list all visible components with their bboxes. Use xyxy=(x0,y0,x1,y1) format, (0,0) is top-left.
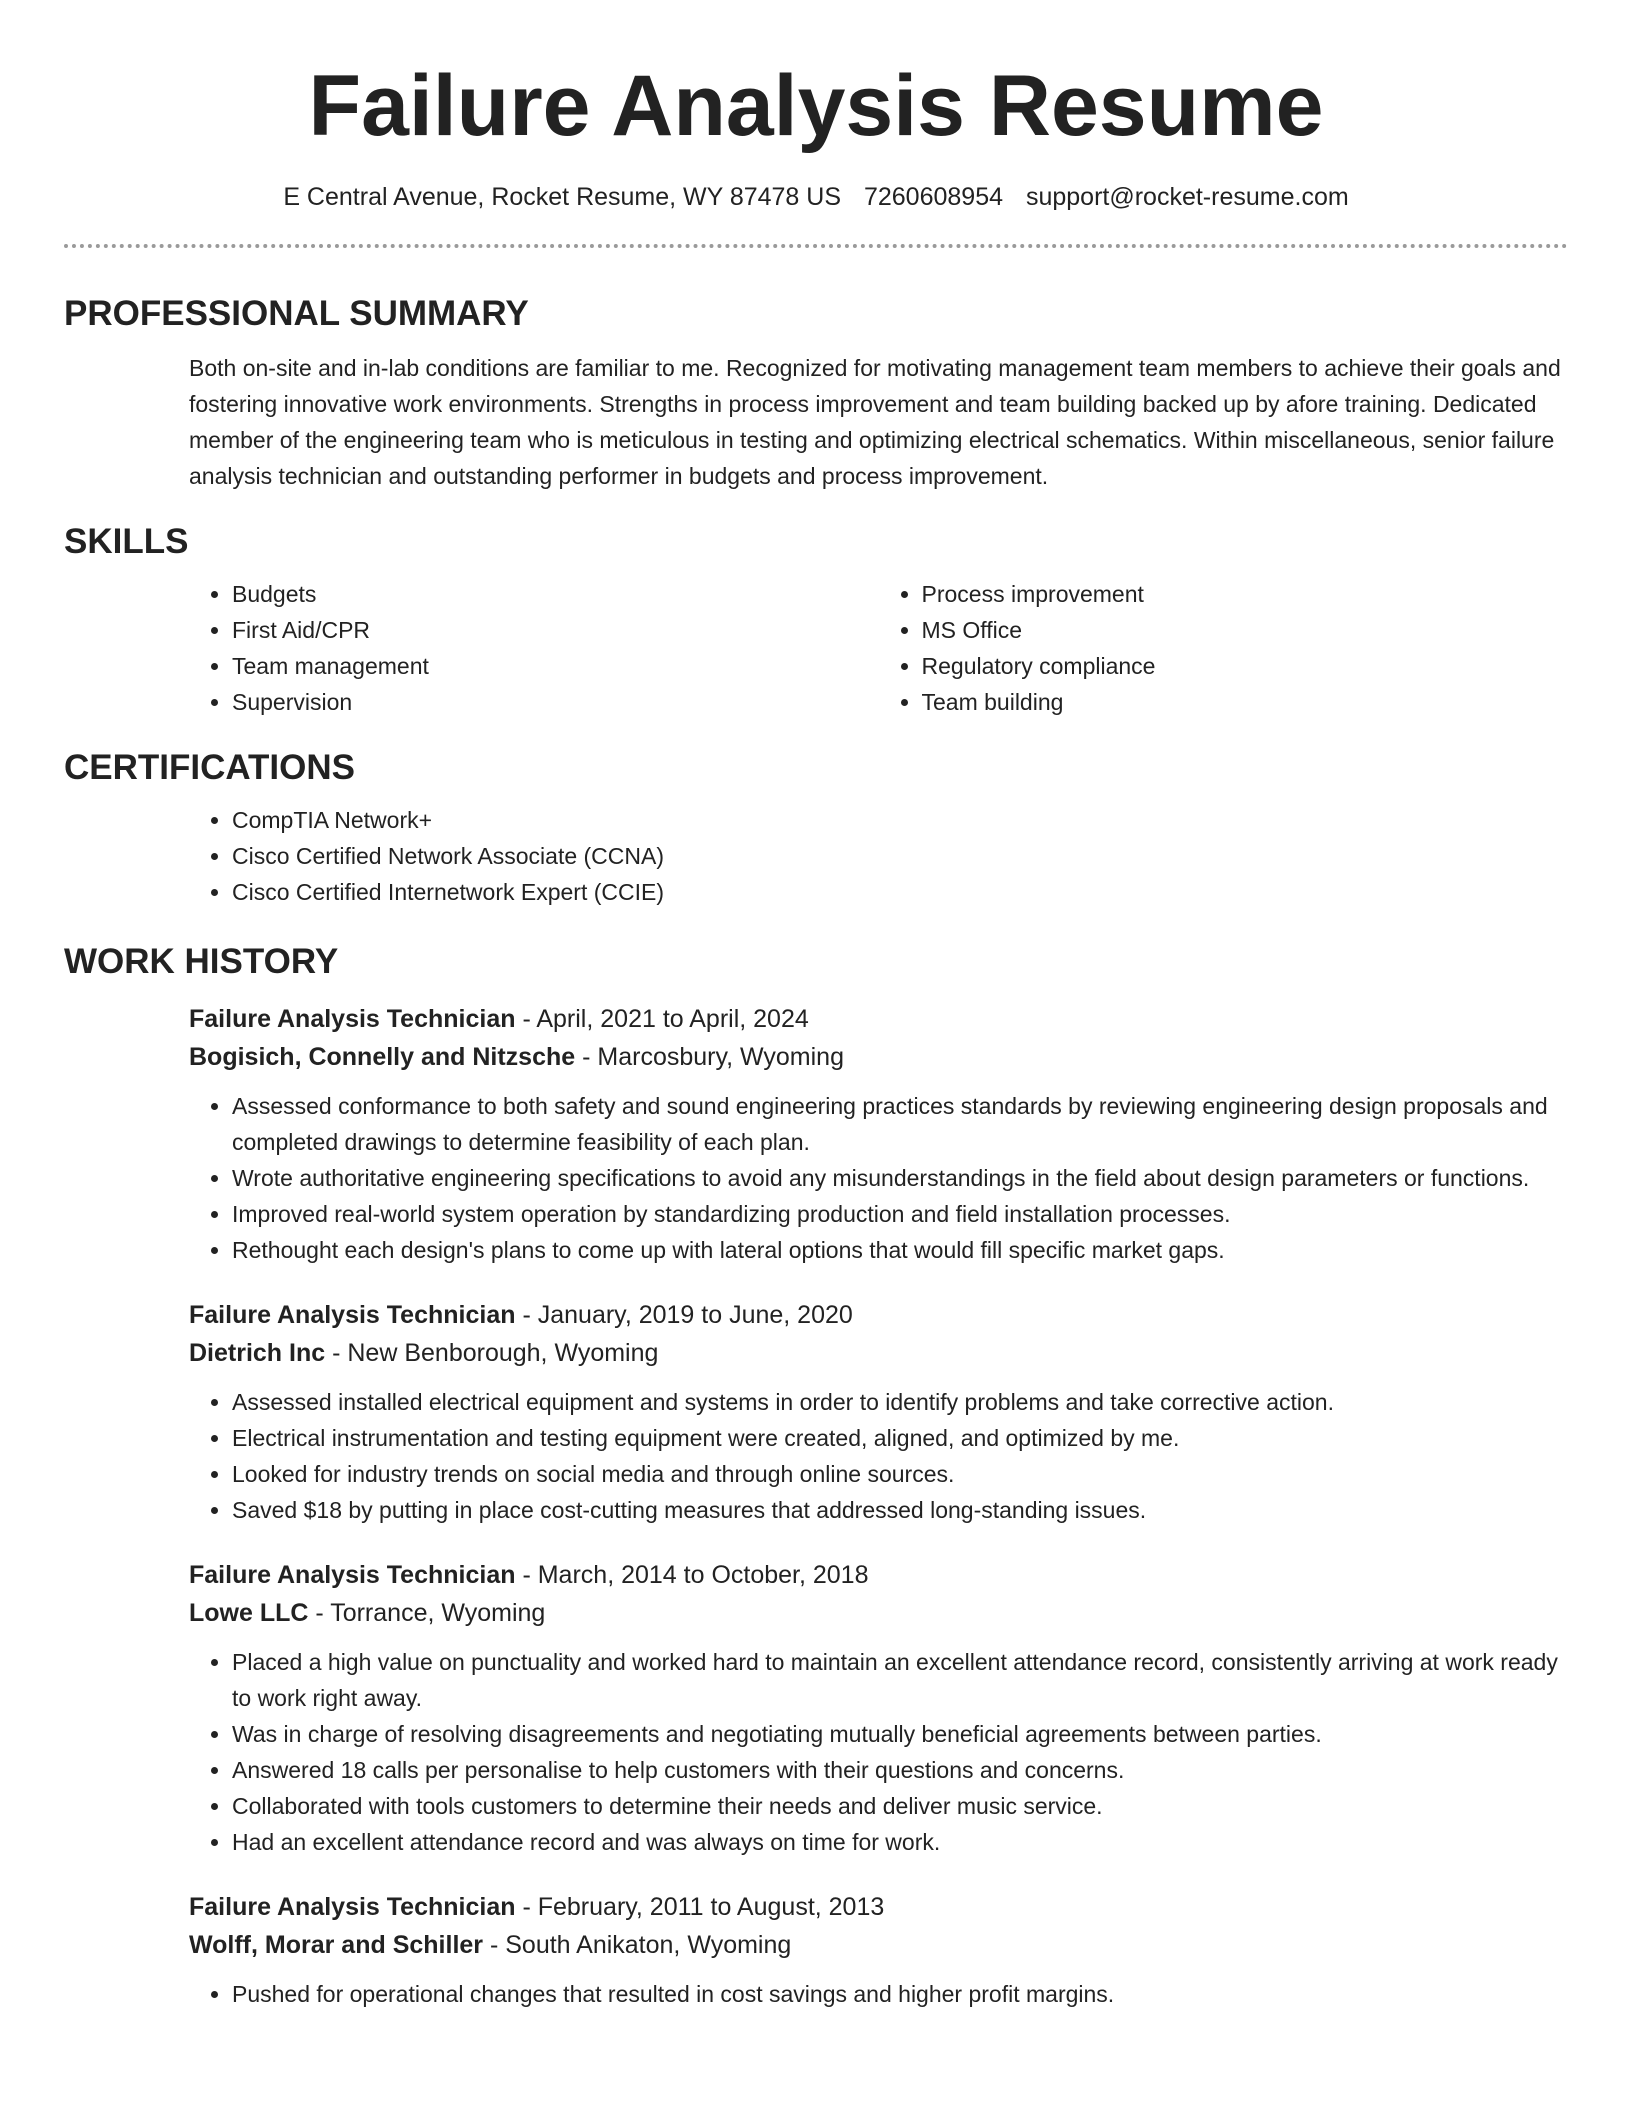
job-company-line xyxy=(189,1038,1568,1076)
certifications-heading: CERTIFICATIONS xyxy=(64,748,356,787)
job-bullet: • Pushed for operational changes that resulted in cost savings and higher profit margins. xyxy=(232,1976,1568,2012)
job-dates: - April, 2021 to April, 2024 xyxy=(515,1005,809,1033)
job-title-line xyxy=(189,1296,1568,1334)
skills-heading: SKILLS xyxy=(64,522,189,561)
job-bullet: • Electrical instrumentation and testing equipment were created, aligned, and optimized by me. xyxy=(232,1420,1568,1456)
certification-item: • Cisco Certified Network Associate (CCNA) xyxy=(232,838,1568,874)
skill-item: • Team building xyxy=(922,684,1569,720)
contact-line xyxy=(64,180,1568,214)
work-history-heading: WORK HISTORY xyxy=(64,942,339,981)
job-title: Failure Analysis Technician xyxy=(189,1561,516,1589)
job-bullets xyxy=(189,1644,1568,1860)
certification-item: • CompTIA Network+ xyxy=(232,802,1568,838)
summary-text: Both on-site and in-lab conditions are familiar to me. Recognized for motivating management team members to achieve their goals and fostering innovative work environments. Strengths in process improvement and team building backed up by afore training. Dedicated member of the engineering team who is meticulous in testing and optimizing electrical schematics. Within miscellaneous, senior failure analysis technician and outstanding performer in budgets and process improvement. xyxy=(189,355,1561,489)
skills-right-list xyxy=(879,576,1569,720)
job-entry xyxy=(189,1556,1568,1860)
job-bullet: • Placed a high value on punctuality and worked hard to maintain an excellent attendance record, consistently arriving at work ready to work right away. xyxy=(232,1644,1568,1716)
job-entry xyxy=(189,1888,1568,2012)
job-bullet: • Saved $18 by putting in place cost-cutting measures that addressed long-standing issues. xyxy=(232,1492,1568,1528)
summary-section xyxy=(64,292,1568,494)
certifications-section xyxy=(64,746,1568,910)
skills-section xyxy=(64,520,1568,720)
job-bullets xyxy=(189,1976,1568,2012)
job-title: Failure Analysis Technician xyxy=(189,1893,516,1921)
header-divider xyxy=(64,244,1568,248)
job-bullet: • Improved real-world system operation by standardizing production and field installation processes. xyxy=(232,1196,1568,1232)
job-title-line xyxy=(189,1000,1568,1038)
skill-item: • Team management xyxy=(232,648,879,684)
resume-title: Failure Analysis Resume xyxy=(308,58,1324,154)
address: E Central Avenue, Rocket Resume, WY 87478 US xyxy=(283,183,842,211)
job-bullet: • Was in charge of resolving disagreements and negotiating mutually beneficial agreements between parties. xyxy=(232,1716,1568,1752)
job-title-line xyxy=(189,1556,1568,1594)
job-bullets xyxy=(189,1384,1568,1528)
resume-page xyxy=(64,0,1568,2040)
skills-left-list xyxy=(189,576,879,720)
job-company-line xyxy=(189,1926,1568,1964)
job-company: Dietrich Inc xyxy=(189,1339,326,1367)
skill-item: • MS Office xyxy=(922,612,1569,648)
job-entry xyxy=(189,1296,1568,1528)
job-entry xyxy=(189,1000,1568,1268)
skill-item: • Supervision xyxy=(232,684,879,720)
job-company-line xyxy=(189,1594,1568,1632)
job-title: Failure Analysis Technician xyxy=(189,1005,516,1033)
job-company: Lowe LLC xyxy=(189,1599,309,1627)
job-location: - Marcosbury, Wyoming xyxy=(575,1043,844,1071)
email: support@rocket-resume.com xyxy=(1025,183,1349,211)
job-company: Wolff, Morar and Schiller xyxy=(189,1931,484,1959)
skill-item: • Regulatory compliance xyxy=(922,648,1569,684)
job-dates: - February, 2011 to August, 2013 xyxy=(515,1893,885,1921)
job-title-line xyxy=(189,1888,1568,1926)
job-bullet: • Collaborated with tools customers to determine their needs and deliver music service. xyxy=(232,1788,1568,1824)
job-location: - Torrance, Wyoming xyxy=(308,1599,546,1627)
certification-item: • Cisco Certified Internetwork Expert (CCIE) xyxy=(232,874,1568,910)
job-bullet: • Wrote authoritative engineering specifications to avoid any misunderstandings in the field about design parameters or functions. xyxy=(232,1160,1568,1196)
job-location: - South Anikaton, Wyoming xyxy=(483,1931,792,1959)
job-bullet: • Rethought each design's plans to come up with lateral options that would fill specific market gaps. xyxy=(232,1232,1568,1268)
certifications-list xyxy=(189,802,1568,910)
job-bullet: • Assessed conformance to both safety and sound engineering practices standards by reviewing engineering design proposals and completed drawings to determine feasibility of each plan. xyxy=(232,1088,1568,1160)
job-title: Failure Analysis Technician xyxy=(189,1301,516,1329)
skills-columns xyxy=(189,576,1568,720)
skill-item: • First Aid/CPR xyxy=(232,612,879,648)
job-bullet: • Looked for industry trends on social media and through online sources. xyxy=(232,1456,1568,1492)
job-company-line xyxy=(189,1334,1568,1372)
summary-heading: PROFESSIONAL SUMMARY xyxy=(64,294,529,333)
job-bullet: • Had an excellent attendance record and was always on time for work. xyxy=(232,1824,1568,1860)
skill-item: • Process improvement xyxy=(922,576,1569,612)
phone: 7260608954 xyxy=(863,183,1004,211)
work-history-section xyxy=(64,940,1568,2012)
job-bullets xyxy=(189,1088,1568,1268)
job-dates: - January, 2019 to June, 2020 xyxy=(515,1301,853,1329)
job-bullet: • Answered 18 calls per personalise to help customers with their questions and concerns. xyxy=(232,1752,1568,1788)
skill-item: • Budgets xyxy=(232,576,879,612)
job-location: - New Benborough, Wyoming xyxy=(325,1339,659,1367)
job-bullet: • Assessed installed electrical equipment and systems in order to identify problems and take corrective action. xyxy=(232,1384,1568,1420)
job-dates: - March, 2014 to October, 2018 xyxy=(515,1561,869,1589)
job-company: Bogisich, Connelly and Nitzsche xyxy=(189,1043,576,1071)
